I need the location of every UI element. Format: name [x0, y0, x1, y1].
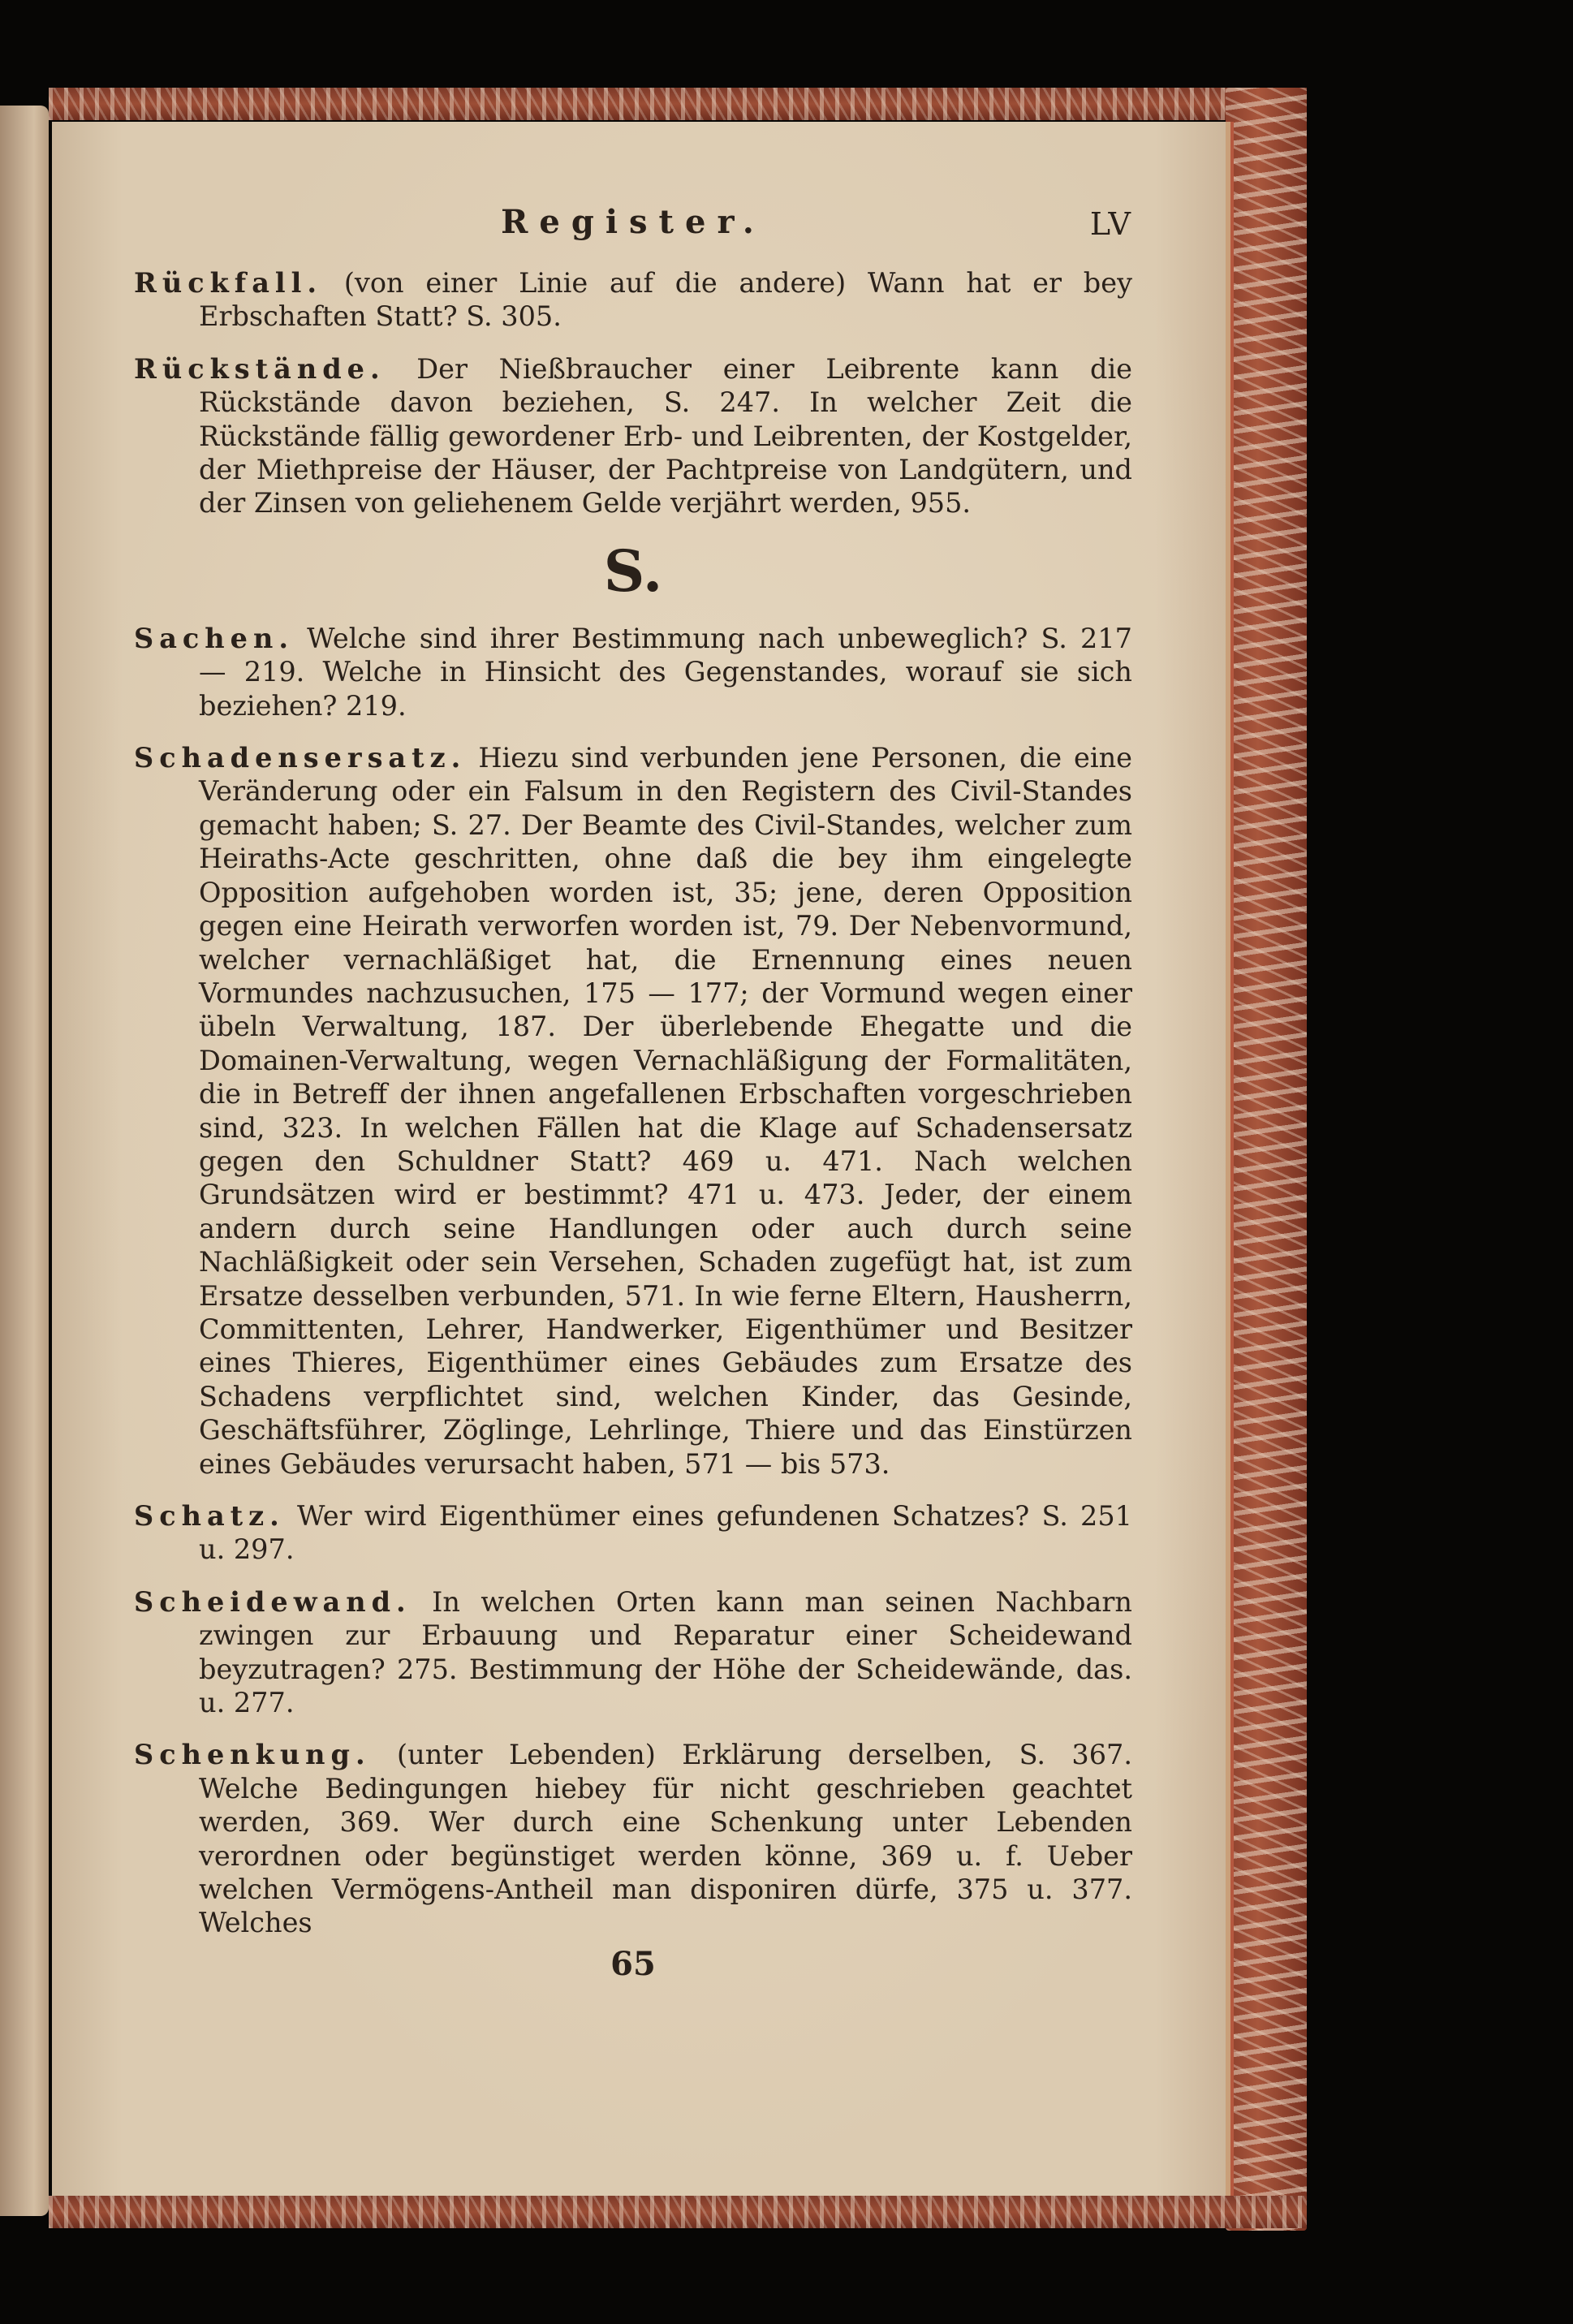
entry-text: (von einer Linie auf die andere) Wann hat er bey Erbschaften Statt? S. 305. — [199, 267, 1133, 333]
entry-text: Wer wird Eigenthümer eines gefundenen Schatzes? S. 251 u. 297. — [199, 1500, 1132, 1566]
index-entry — [134, 741, 1132, 1481]
page-number: 65 — [610, 1944, 656, 1983]
index-entry — [134, 1585, 1132, 1720]
running-header — [134, 203, 1132, 252]
previous-page-edge — [0, 106, 49, 2216]
entry-headword: Rückstände. — [134, 352, 386, 385]
header-title: Register. — [501, 203, 765, 241]
entry-headword: Rückfall. — [134, 267, 323, 299]
entry-text: Der Nießbraucher einer Leibrente kann die Rückstände davon beziehen, S. 247. In welcher Zeit die Rückstände fällig gewordener Erb- und Leibrenten, der Kostgelder, der Miethpreise der Häuser, der Pachtpreise von Landgütern, und der Zinsen von geliehenem Gelde verjährt werden, 955. — [199, 352, 1132, 520]
index-entry — [134, 266, 1132, 334]
entry-headword: Sachen. — [134, 622, 294, 654]
binding-bottom — [49, 2196, 1307, 2228]
index-entry — [134, 1738, 1132, 1939]
entry-headword: Schenkung. — [134, 1739, 371, 1771]
index-entry — [134, 622, 1132, 722]
entry-text: (unter Lebenden) Erklärung derselben, S. 367. Welche Bedingungen hiebey für nicht geschrieben geachtet werden, 369. Wer durch eine Schenkung unter Lebenden verordnen oder begünstiget werden könne, 369 u. f. Ueber welchen Vermögens-Antheil man disponiren dürfe, 375 u. 377. Welches — [199, 1739, 1132, 1939]
marbled-edge — [1226, 88, 1307, 2231]
page-content — [134, 203, 1132, 1983]
entry-headword: Schatz. — [134, 1500, 285, 1532]
header-roman-numeral: LV — [1089, 206, 1132, 242]
binding-top — [49, 88, 1307, 120]
entry-headword: Scheidewand. — [134, 1585, 412, 1618]
entry-text: Welche sind ihrer Bestimmung nach unbeweglich? S. 217 — 219. Welche in Hinsicht des Gegenstandes, worauf sie sich beziehen? 219. — [199, 622, 1132, 722]
index-entry — [134, 352, 1132, 520]
entry-text: In welchen Orten kann man seinen Nachbarn zwingen zur Erbauung und Reparatur einer Scheidewand beyzutragen? 275. Bestimmung der Höhe der Scheidewände, das. u. 277. — [199, 1585, 1132, 1719]
entry-text: Hiezu sind verbunden jene Personen, die eine Veränderung oder ein Falsum in den Registern des Civil-Standes gemacht haben; S. 27. Der Beamte des Civil-Standes, welcher zum Heiraths-Acte geschritten, ohne daß die bey ihm eingelegte Opposition aufgehoben worden ist, 35; jene, deren Opposition gegen eine Heirath verworfen worden ist, 79. Der Nebenvormund, welcher vernachläßiget hat, die Ernennung eines neuen Vormundes nachzusuchen, 175 — 177; der Vormund wegen einer übeln Verwaltung, 187. Der überlebende Ehegatte und die Domainen-Verwaltung, wegen Vernachläßigung der Formalitäten, die in Betreff der ihnen angefallenen Erbschaften vorgeschrieben sind, 323. In welchen Fällen hat die Klage auf Schadensersatz gegen den Schuldner Statt? 469 u. 471. Nach welchen Grundsätzen wird er bestimmt? 471 u. 473. Jeder, der einem andern durch seine Handlungen oder auch durch seine Nachläßigkeit oder sein Versehen, Schaden zugefügt hat, ist zum Ersatze desselben verbunden, 571. In wie ferne Eltern, Hausherrn, Committenten, Lehrer, Handwerker, Eigenthümer und Besitzer eines Thieres, Eigenthümer eines Gebäudes zum Ersatze des Schadens verpflichtet sind, welchen Kinder, das Gesinde, Geschäftsführer, Zöglinge, Lehrlinge, Thiere und das Einstürzen eines Gebäudes verursacht haben, 571 — bis 573. — [199, 742, 1132, 1480]
index-entry — [134, 1499, 1132, 1567]
book-page — [52, 122, 1226, 2196]
section-letter: S. — [603, 537, 663, 605]
entry-headword: Schadensersatz. — [134, 742, 467, 774]
